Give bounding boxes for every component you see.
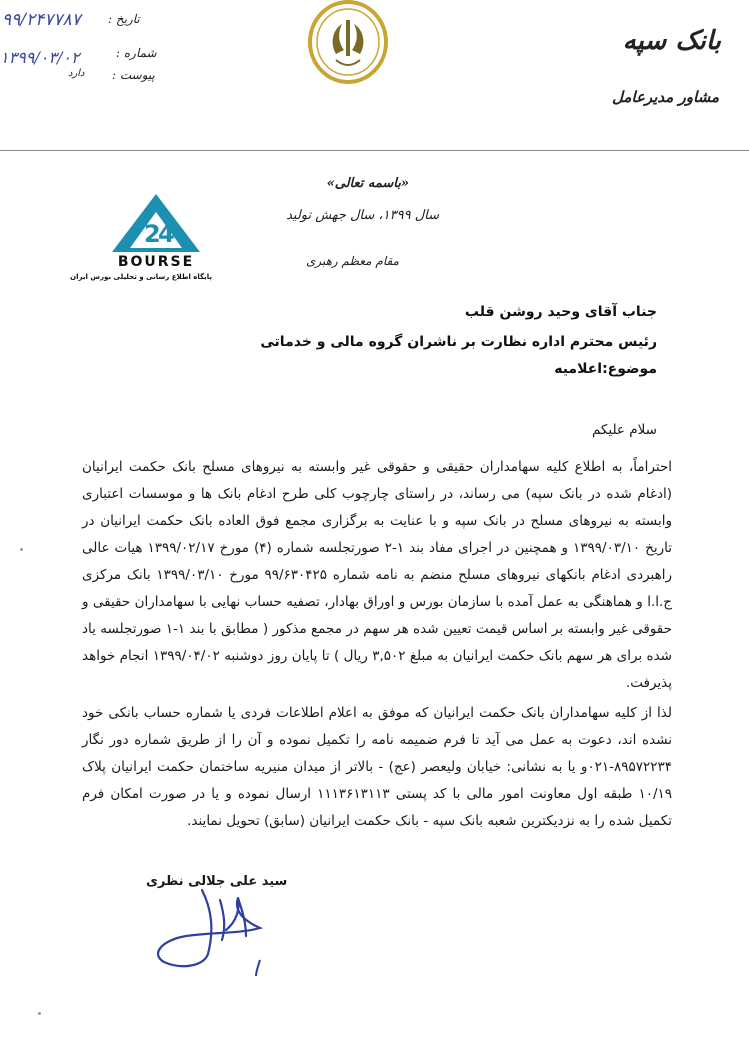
- reference-number-value: ۱۳۹۹/۰۳/۰۲: [0, 48, 80, 67]
- svg-text:2: 2: [144, 220, 161, 248]
- body-paragraph-1: احتراماً، به اطلاع کلیه سهامداران حقیقی و حقوقی غیر وابسته به نیروهای مسلح بانک حکمت ایرانیان (ادغام شده در بانک سپه) می رساند، در راستای چارچوب کلی طرح ادغام بانک ها و موسسات اعتباری وابسته به نیروهای مسلح در بانک سپه و با عنایت به برگزاری مجمع فوق العاده بانک حکمت ایرانیان در تاریخ ۱۳۹۹/۰۳/۱۰ و همچنین در اجرای مفاد بند ۱-۲ صورتجلسه شماره (۴) مورخ ۱۳۹۹/۰۲/۱۷ هیات عالی راهبردی ادغام بانکهای نیروهای مسلح منضم به نامه شماره ۹۹/۶۳۰۴۲۵ مورخ ۱۳۹۹/۰۳/۱۰ بانک مرکزی ج.ا.ا و هماهنگی به عمل آمده با سازمان بورس و اوراق بهادار، تصفیه حساب نهایی با سهامداران حقیقی و حقوقی غیر وابسته بر اساس قیمت تعیین شده هر سهم در مجمع مذکور ( مطابق با بند ۱-۱ صورتجلسه یاد شده برای هر سهم بانک حکمت ایرانیان به مبلغ ۳,۵۰۲ ریال ) تا پایان روز دوشنبه ۱۳۹۹/۰۴/۰۲ انجام خواهد پذیرفت.: [82, 459, 673, 691]
- motto-basmeh: «باسمه تعالی»: [326, 176, 409, 191]
- bank-seal-logo: [306, 0, 390, 86]
- reference-attachment-value: دارد: [68, 68, 85, 79]
- addressee-name: جناب آقای وحید روشن قلب: [464, 304, 657, 320]
- reference-attachment-label: پیوست :: [112, 68, 155, 82]
- subject-line: موضوع:اعلامیه: [554, 361, 657, 377]
- bourse-logo: [70, 190, 212, 290]
- scan-mark: [20, 548, 23, 551]
- bank-name: بانک سپه: [622, 26, 721, 56]
- svg-text:4: 4: [158, 220, 175, 248]
- reference-date-value: ۹۹/۲۴۷۷۸۷: [2, 10, 81, 30]
- greeting: سلام علیکم: [591, 422, 657, 438]
- reference-block: [0, 4, 160, 84]
- bourse-wordmark: BOURSE: [117, 254, 195, 270]
- reference-date-label: تاریخ :: [108, 12, 140, 26]
- advisor-title: مشاور مدیرعامل: [612, 88, 719, 106]
- motto-leader: مقام معظم رهبری: [305, 254, 399, 268]
- addressee-title: رئیس محترم اداره نظارت بر ناشران گروه مالی و خدماتی: [260, 334, 657, 350]
- header-divider: [0, 150, 749, 151]
- scan-mark: [38, 1012, 41, 1015]
- motto-year: سال ۱۳۹۹، سال جهش تولید: [286, 208, 439, 223]
- signatory-name: سید علی جلالی نظری: [146, 874, 288, 889]
- bourse-triangle-icon: [104, 190, 208, 258]
- bourse-caption: پایگاه اطلاع رسانی و تحلیلی بورس ایران: [70, 273, 212, 281]
- handwritten-signature: [142, 870, 292, 980]
- reference-number-label: شماره :: [116, 46, 157, 60]
- body-paragraph-2: لذا از کلیه سهامداران بانک حکمت ایرانیان که موفق به اعلام اطلاعات فردی یا شماره حساب بانکی خود نشده اند، دعوت به عمل می آید تا فرم ضمیمه نامه را تکمیل نموده و آن را از طریق شماره دور نگار ۸۹۵۷۲۲۳۴-۰۲۱و یا به نشانی: خیابان ولیعصر (عج) - بالاتر از میدان منیریه ساختمان حکمت ایرانیان پلاک ۱۰/۱۹ طبقه اول معاونت امور مالی با کد پستی ۱۱۱۳۶۱۳۱۱۳ ارسال نموده و یا در صورت امکان فرم تکمیل شده را به نزدیکترین شعبه بانک سپه - بانک حکمت ایرانیان (سابق) تحویل نمایند.: [82, 705, 672, 829]
